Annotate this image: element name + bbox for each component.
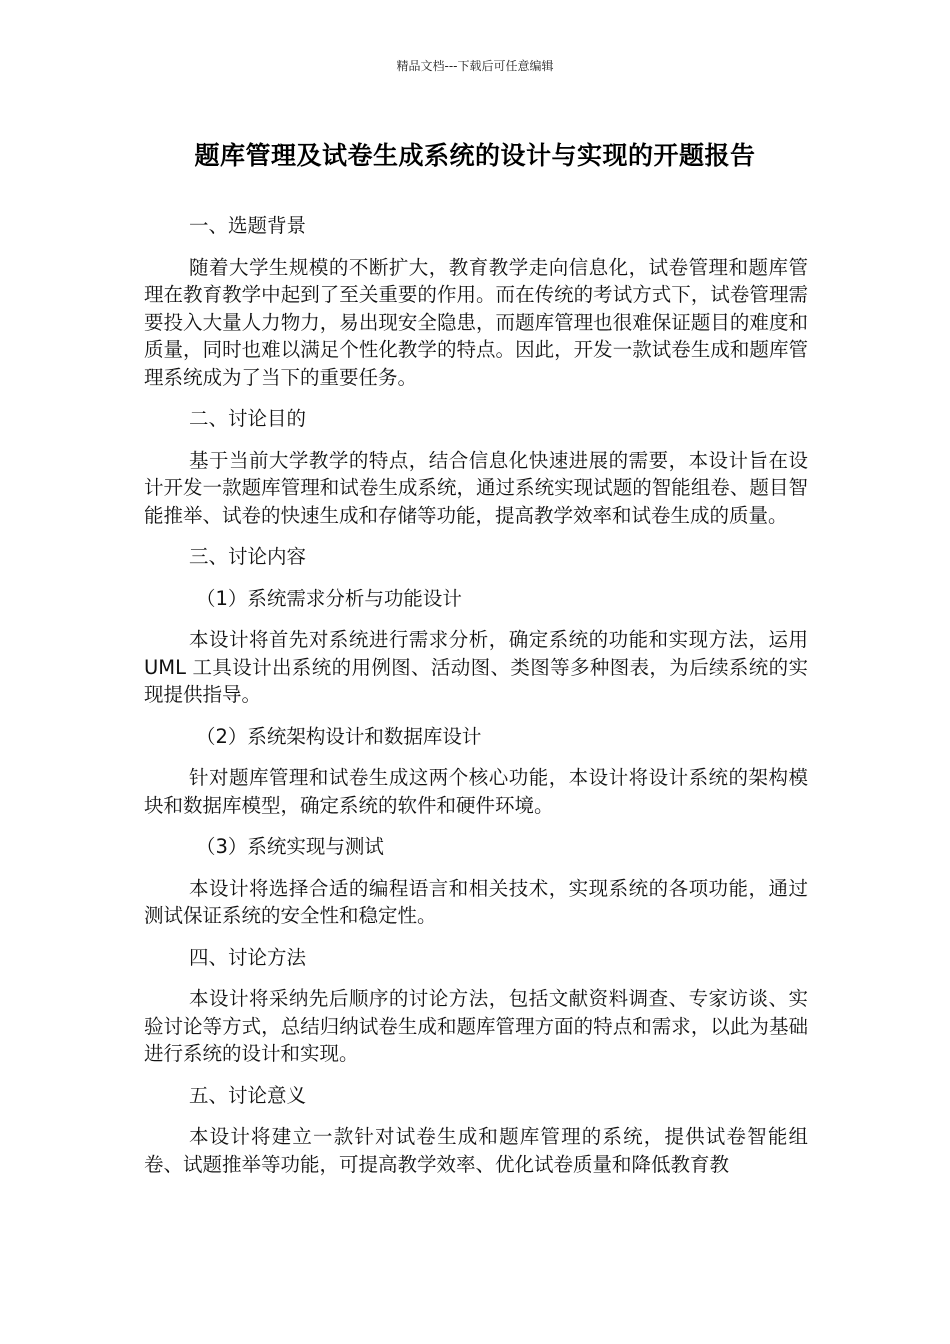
paragraph-implementation: 本设计将选择合适的编程语言和相关技术，实现系统的各项功能，通过测试保证系统的安全性和稳定性。: [144, 876, 808, 927]
paragraph-significance: 本设计将建立一款针对试卷生成和题库管理的系统，提供试卷智能组卷、试题推举等功能，可提高教学效率、优化试卷质量和降低教育教: [144, 1125, 808, 1176]
document-title: 题库管理及试卷生成系统的设计与实现的开题报告: [194, 141, 756, 170]
header-note: 精品文档---下载后可任意编辑: [396, 59, 554, 73]
section-heading-background: 一、选题背景: [189, 214, 307, 237]
section-heading-content: 三、讨论内容: [189, 545, 307, 568]
section-heading-method: 四、讨论方法: [189, 945, 307, 969]
document-body: [144, 212, 808, 1192]
paragraph-background: 随着大学生规模的不断扩大，教育教学走向信息化，试卷管理和题库管理在教育教学中起到了至关重要的作用。而在传统的考试方式下，试卷管理需要投入大量人力物力，易出现安全隐患，而题库管理也很难保证题目的难度和质量，同时也难以满足个性化教学的特点。因此，开发一款试卷生成和题库管理系统成为了当下的重要任务。: [144, 255, 808, 389]
subheading-implementation: （3）系统实现与测试: [196, 835, 384, 858]
paragraph-requirements: 本设计将首先对系统进行需求分析，确定系统的功能和实现方法，运用 UML 工具设计出系统的用例图、活动图、类图等多种图表，为后续系统的实现提供指导。: [144, 628, 808, 706]
subheading-architecture: （2）系统架构设计和数据库设计: [196, 724, 482, 748]
paragraph-architecture: 针对题库管理和试卷生成这两个核心功能，本设计将设计系统的架构模块和数据库模型，确定系统的软件和硬件环境。: [144, 766, 808, 817]
section-heading-purpose: 二、讨论目的: [189, 407, 307, 430]
section-heading-significance: 五、讨论意义: [189, 1083, 307, 1107]
subheading-requirements: （1）系统需求分析与功能设计: [196, 586, 462, 610]
paragraph-method: 本设计将采纳先后顺序的讨论方法，包括文献资料调查、专家访谈、实验讨论等方式，总结归纳试卷生成和题库管理方面的特点和需求，以此为基础进行系统的设计和实现。: [144, 987, 808, 1065]
paragraph-purpose: 基于当前大学教学的特点，结合信息化快速进展的需要，本设计旨在设计开发一款题库管理和试卷生成系统，通过系统实现试题的智能组卷、题目智能推举、试卷的快速生成和存储等功能，提高教学效率和试卷生成的质量。: [144, 448, 808, 527]
